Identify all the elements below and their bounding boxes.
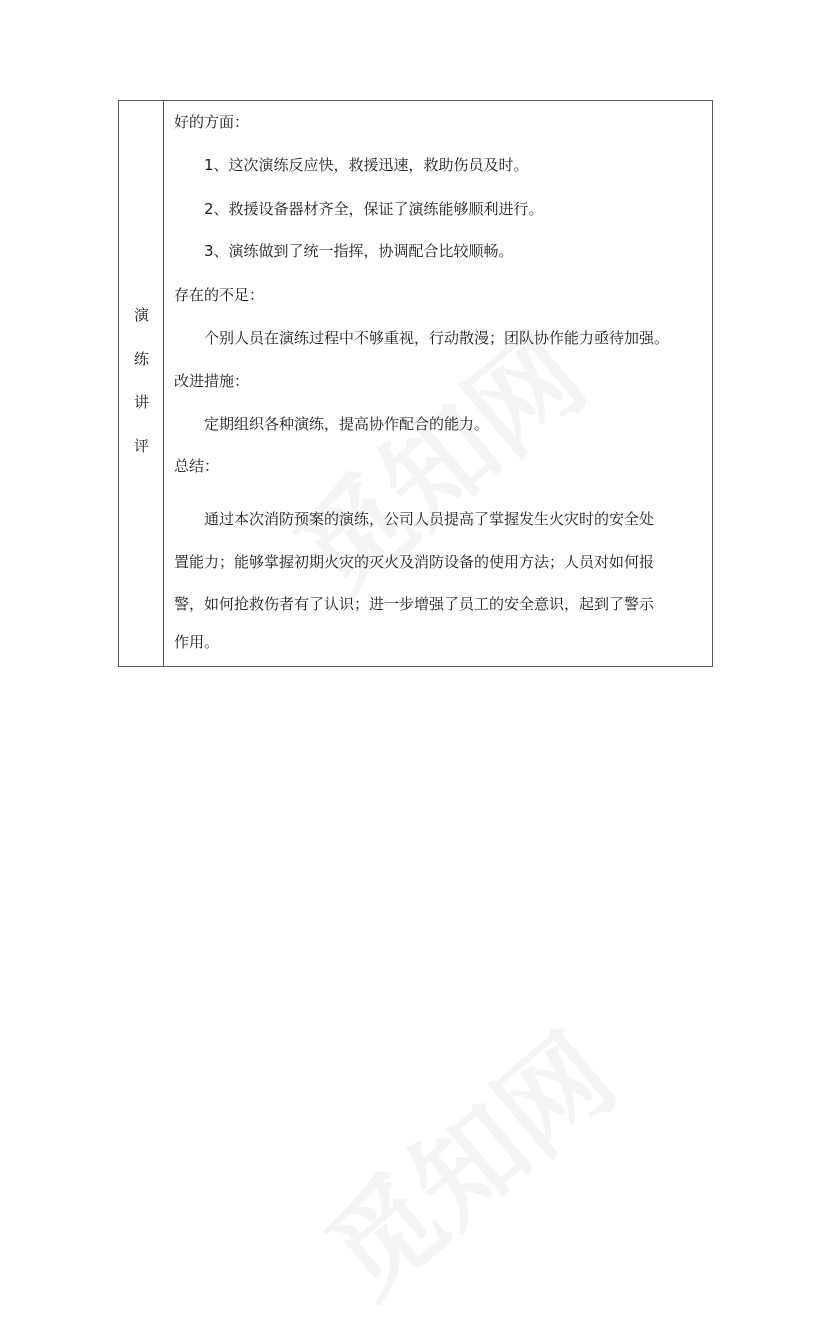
summary-line: 通过本次消防预案的演练，公司人员提高了掌握发生火灾时的安全处 (204, 510, 655, 528)
side-label-char: 讲 (133, 393, 149, 411)
shortcomings-text: 个别人员在演练过程中不够重视，行动散漫；团队协作能力亟待加强。 (204, 329, 670, 347)
summary-heading: 总结： (174, 457, 220, 475)
improvements-heading: 改进措施： (174, 372, 250, 390)
good-point-item: 1、这次演练反应快，救援迅速，救助伤员及时。 (204, 156, 529, 174)
side-label-column (119, 101, 164, 666)
watermark-lower (288, 992, 642, 1325)
good-point-item: 3、演练做到了统一指挥，协调配合比较顺畅。 (204, 242, 514, 260)
side-label-char: 评 (133, 437, 149, 455)
drill-review-table (118, 100, 713, 667)
review-content (164, 101, 712, 666)
side-label-char: 练 (133, 350, 149, 368)
summary-line: 置能力；能够掌握初期火灾的灭火及消防设备的使用方法；人员对如何报 (174, 553, 655, 571)
shortcomings-heading: 存在的不足： (174, 286, 265, 304)
good-point-item: 2、救援设备器材齐全，保证了演练能够顺利进行。 (204, 200, 544, 218)
improvements-text: 定期组织各种演练，提高协作配合的能力。 (204, 415, 490, 433)
side-label-char: 演 (133, 306, 149, 324)
good-points-heading: 好的方面： (174, 113, 250, 131)
summary-line: 警，如何抢救伤者有了认识；进一步增强了员工的安全意识，起到了警示 (174, 595, 655, 613)
summary-line: 作用。 (174, 633, 220, 651)
